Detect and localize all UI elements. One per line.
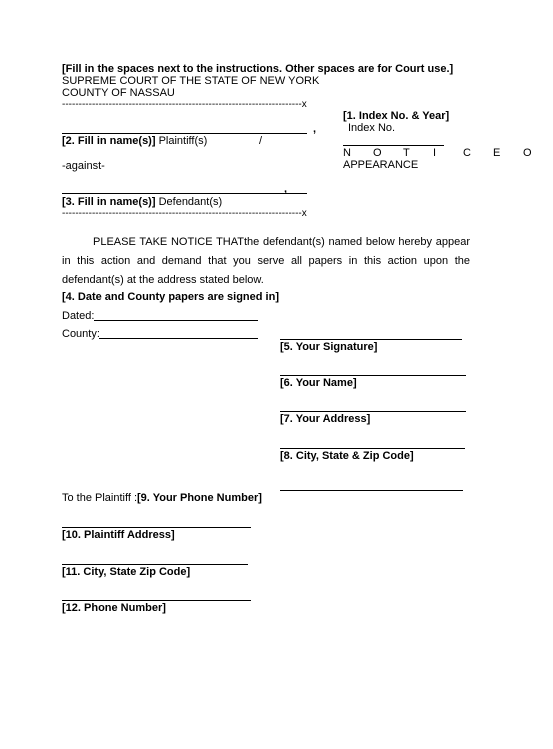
plaintiff-phone-line[interactable] — [62, 600, 251, 601]
notice-letter: O — [523, 147, 532, 159]
address-instruction: [7. Your Address] — [280, 413, 371, 425]
notice-letter: C — [463, 147, 471, 159]
caption-bottom-dashes: ------------------------------------------------------------------------x — [62, 208, 307, 219]
notice-rest: the defendant(s) named below hereby appear in this action and demand that you serve all papers in this action upon the defendant(s) at the address stated below. — [62, 236, 470, 286]
plaintiff-city-line[interactable] — [62, 564, 248, 565]
index-label: Index No. — [348, 122, 396, 134]
notice-letter: T — [403, 147, 410, 159]
notice-letter: E — [493, 147, 501, 159]
plaintiff-name-line[interactable] — [62, 133, 307, 134]
signature-line[interactable] — [280, 339, 462, 340]
defendant-instruction: [3. Fill in name(s)] — [62, 196, 156, 208]
index-instruction: [1. Index No. & Year] — [343, 110, 450, 122]
plaintiff-address-instruction: [10. Plaintiff Address] — [62, 529, 175, 541]
defendant-comma: , — [284, 183, 288, 195]
against-label: -against- — [62, 160, 105, 172]
plaintiff-caption-label — [62, 135, 207, 148]
county-name: COUNTY OF NASSAU — [62, 87, 175, 99]
notice-letter: I — [433, 147, 437, 159]
notice-letter: O — [373, 147, 382, 159]
plaintiff-label: Plaintiff(s) — [158, 135, 208, 147]
city-instruction: [8. City, State & Zip Code] — [280, 450, 414, 462]
phone-instruction: [9. Your Phone Number] — [137, 492, 262, 504]
name-instruction: [6. Your Name] — [280, 377, 357, 389]
plaintiff-slash: / — [259, 135, 263, 147]
plaintiff-city-instruction: [11. City, State Zip Code] — [62, 566, 191, 578]
to-plaintiff-label: To the Plaintiff : — [62, 492, 138, 504]
dated-label: Dated: — [62, 310, 95, 322]
defendant-name-line[interactable] — [62, 193, 307, 194]
court-name: SUPREME COURT OF THE STATE OF NEW YORK — [62, 75, 320, 87]
to-plaintiff-row — [62, 492, 262, 505]
name-line[interactable] — [280, 375, 466, 376]
defendant-label: Defendant(s) — [158, 196, 223, 208]
caption-top-dashes: ------------------------------------------------------------------------x — [62, 99, 307, 110]
county-label: County: — [62, 328, 100, 340]
plaintiff-phone-instruction: [12. Phone Number] — [62, 602, 166, 614]
notice-lead: PLEASE TAKE NOTICE THAT — [93, 236, 244, 248]
county-line[interactable] — [99, 338, 258, 339]
index-number-line[interactable] — [343, 145, 444, 146]
appearance-title: APPEARANCE — [343, 159, 419, 171]
plaintiff-instruction: [2. Fill in name(s)] — [62, 135, 156, 147]
date-instruction: [4. Date and County papers are signed in] — [62, 291, 279, 303]
dated-line[interactable] — [94, 320, 258, 321]
plaintiff-comma: , — [313, 123, 317, 135]
instructions-heading: [Fill in the spaces next to the instructions. Other spaces are for Court use.] — [62, 63, 454, 75]
notice-letter: N — [343, 147, 351, 159]
phone-line[interactable] — [280, 490, 463, 491]
address-line[interactable] — [280, 411, 466, 412]
notice-paragraph — [62, 233, 470, 290]
city-line[interactable] — [280, 448, 465, 449]
plaintiff-address-line[interactable] — [62, 527, 251, 528]
signature-instruction: [5. Your Signature] — [280, 341, 378, 353]
